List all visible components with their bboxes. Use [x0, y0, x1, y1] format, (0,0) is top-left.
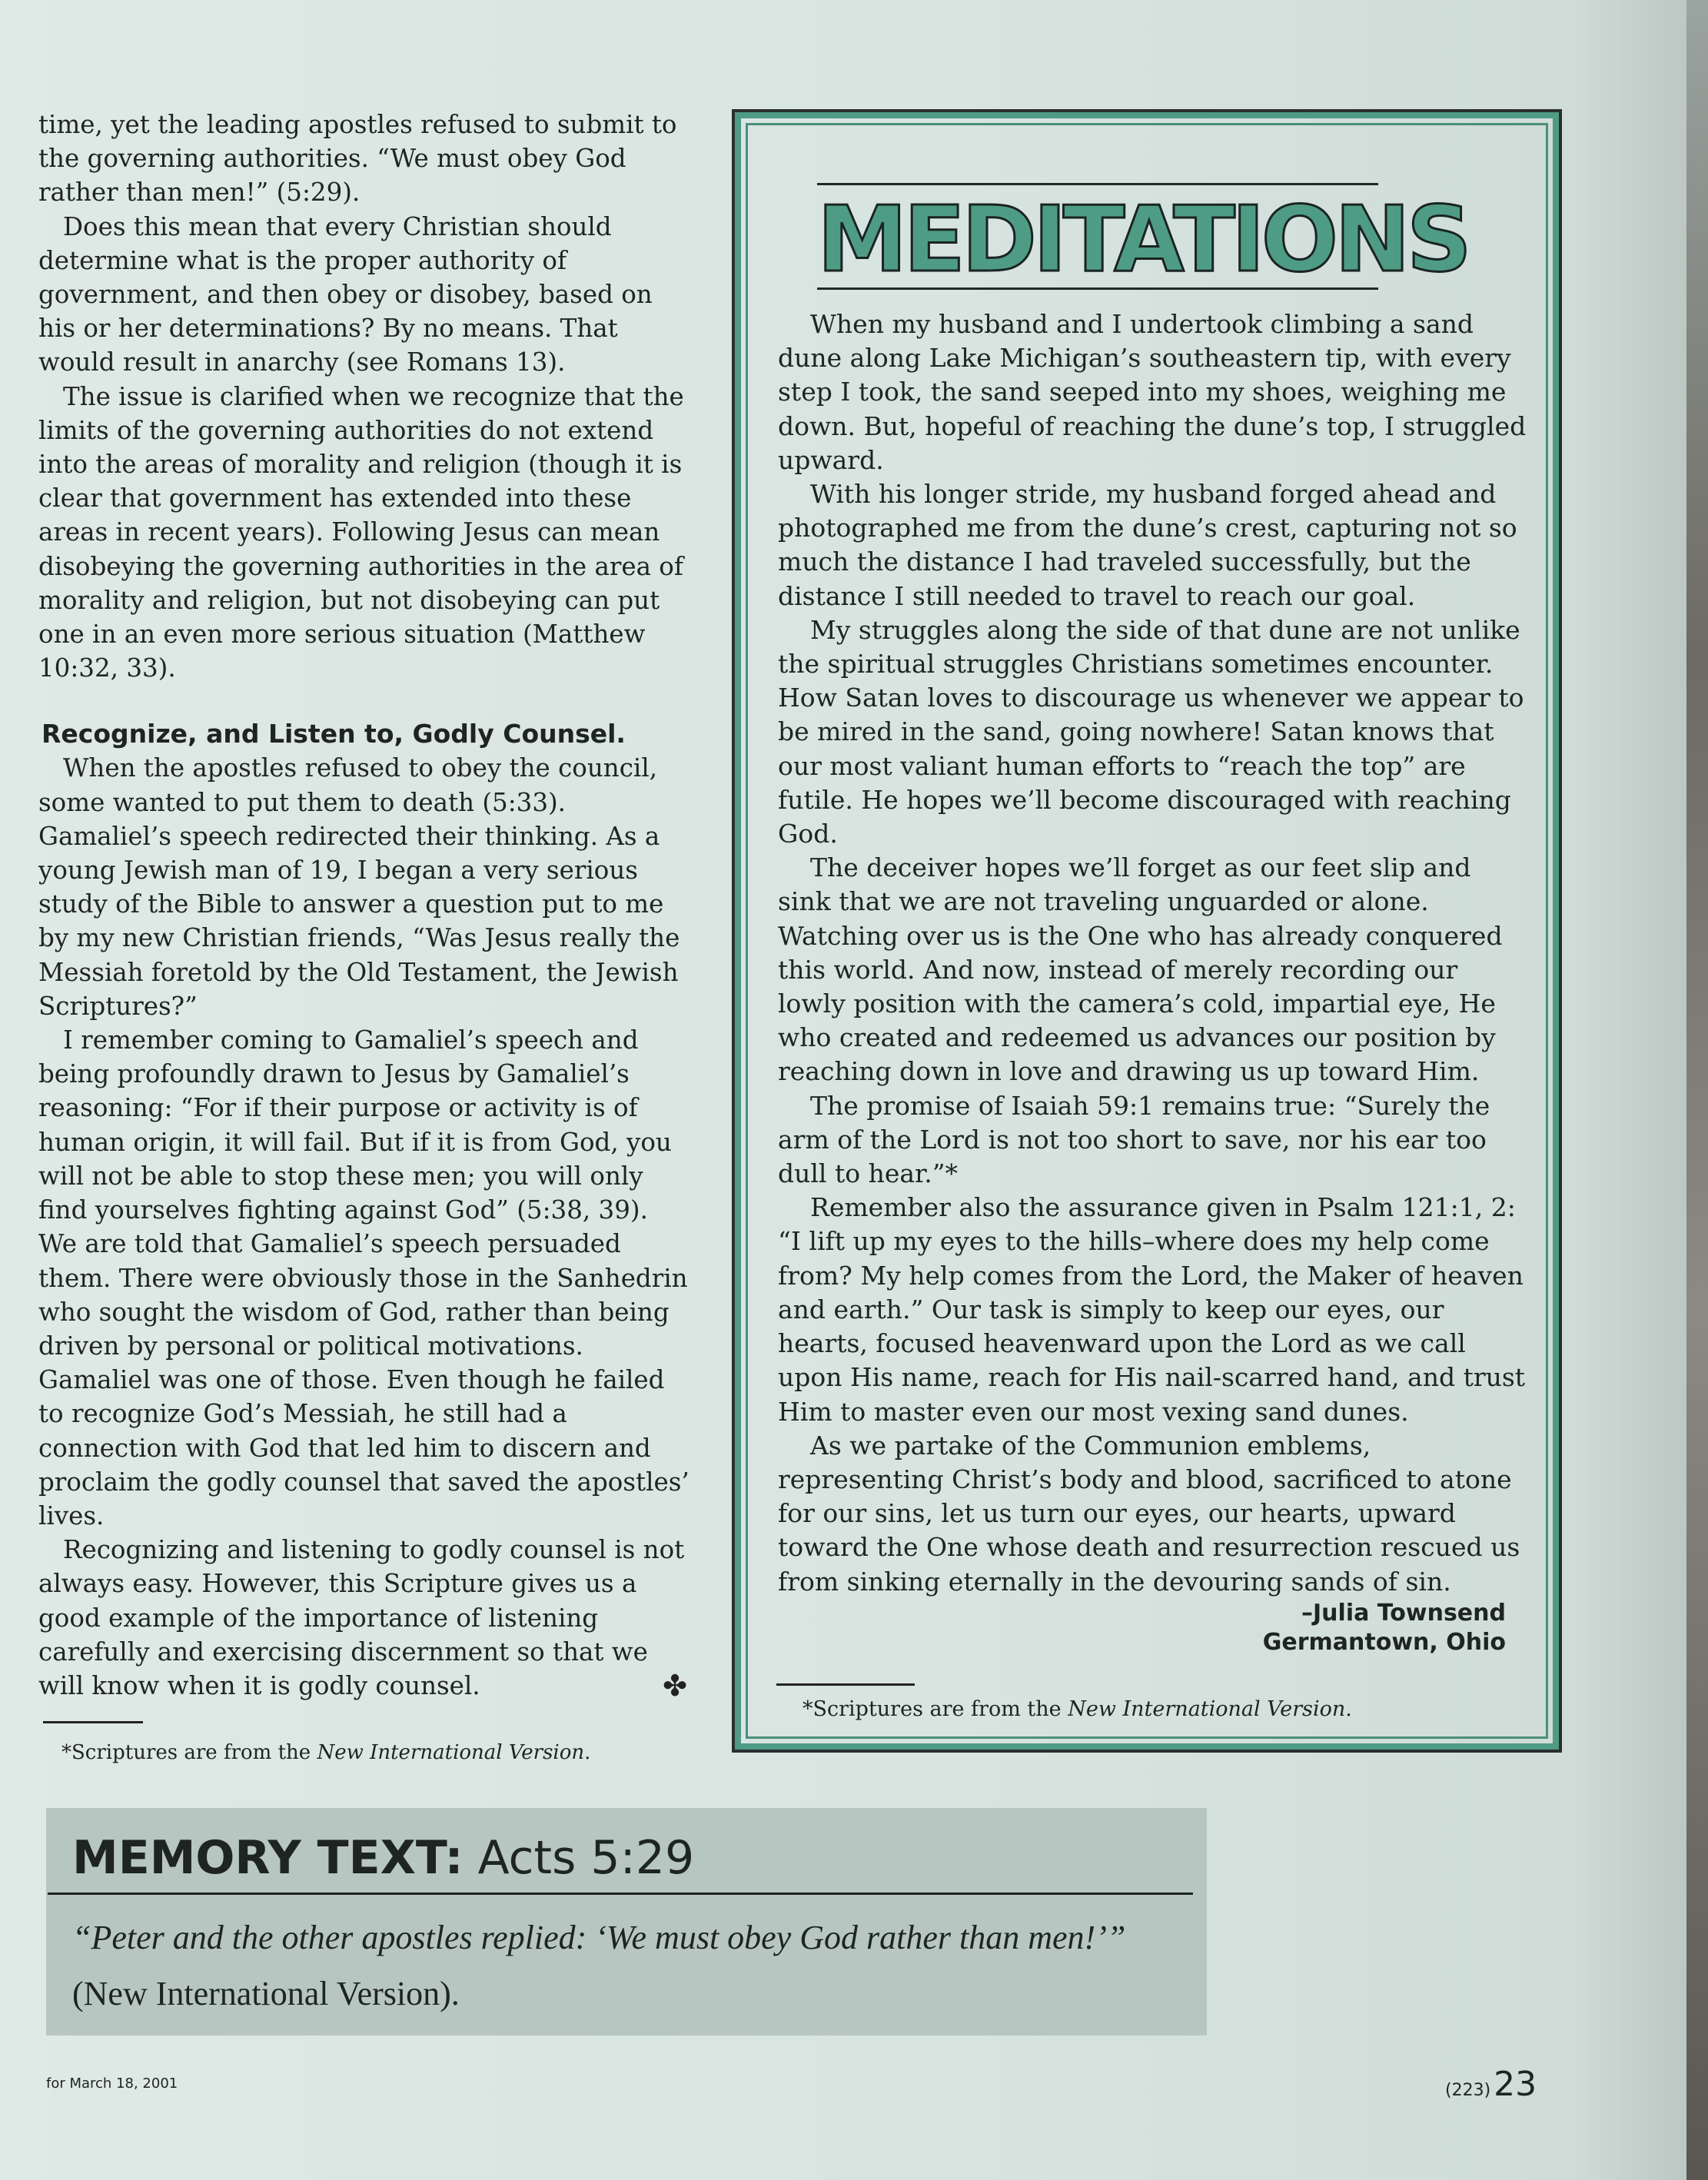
left-paragraph: I remember coming to Gamaliel’s speech and being profoundly drawn to Jesus by Gamaliel’s reasoning: “For if their purpose or activity is of human origin, it will fail. But if it is from God, you will not be able to stop these men; you will only find yourselves fighting against God” (5:38, 39). We are told that Gamaliel’s speech persuaded them. There were obviously those in the Sanhedrin who sought the wisdom of God, rather than being driven by personal or political motivations. Gamaliel was one of those. Even though he failed to recognize God’s Messiah, he still had a connection with God that led him to discern and proclaim the godly counsel that saved the apostles’ lives. [38, 1025, 690, 1530]
left-paragraph: The issue is clarified when we recognize that the limits of the governing authorities do not extend into the areas of morality and religion (though it is clear that government has extended into these areas in recent years). Following Jesus can mean disobeying the governing authorities in the area of morality and religion, but not disobeying can put one in an even more serious situation (Matthew 10:32, 33). [38, 381, 684, 683]
author-location: Germantown, Ohio [1262, 1628, 1506, 1656]
author-name: –Julia Townsend [1301, 1599, 1506, 1627]
memory-quote-block [72, 1909, 1133, 2022]
meditation-paragraph: Remember also the assurance given in Psalm 121:1, 2: “I lift up my eyes to the hills–where does my help come from? My help comes from the Lord, the Maker of heaven and earth.” Our task is simply to keep our eyes, our hearts, focused heavenward upon the Lord as we call upon His name, reach for His nail-scarred hand, and trust Him to master even our most vexing sand dunes. [778, 1192, 1526, 1427]
meditation-paragraph: When my husband and I undertook climbing a sand dune along Lake Michigan’s southeastern tip, with every step I took, the sand seeped into my shoes, weighing me down. But, hopeful of reaching the dune’s top, I struggled upward. [778, 309, 1527, 475]
left-column [38, 108, 692, 1770]
box-footnote-end: . [1345, 1697, 1352, 1721]
meditation-paragraph: As we partake of the Communion emblems, representing Christ’s body and blood, sacrificed to atone for our sins, let us turn our eyes, our hearts, upward toward the One whose death and resurrection rescued us from sinking eternally in the devouring sands of sin. [778, 1430, 1520, 1597]
box-footnote-version: New International Version [1068, 1697, 1346, 1721]
box-footnote [802, 1697, 1352, 1721]
meditation-paragraph: With his longer stride, my husband forged ahead and photographed me from the dune’s crest, capturing not so much the distance I had traveled successfully, but the distance I still needed to travel to reach our goal. [778, 479, 1517, 611]
footnote-text: *Scriptures are from the [61, 1741, 317, 1765]
memory-reference: Acts 5:29 [477, 1831, 695, 1885]
page-number [1445, 2065, 1537, 2104]
meditations-title: MEDITATIONS [817, 186, 1468, 292]
left-paragraph: time, yet the leading apostles refused to submit to the governing authorities. “We must obey God rather than men!” (5:29). [38, 110, 677, 208]
masthead-rule-bottom [817, 287, 1378, 290]
masthead-rule-top [817, 183, 1378, 185]
meditation-paragraph: The deceiver hopes we’ll forget as our feet slip and sink that we are not traveling unguarded or alone. Watching over us is the One who has already conquered this world. And now, instead of merely recording our lowly position with the camera’s cold, impartial eye, He who created and redeemed us advances our position by reaching down in love and drawing us up toward Him. [778, 852, 1503, 1087]
left-paragraph: When the apostles refused to obey the council, some wanted to put them to death (5:33). Gamaliel’s speech redirected their thinking. As a young Jewish man of 19, I began a very serious study of the Bible to answer a question put to me by my new Christian friends, “Was Jesus really the Messiah foretold by the Old Testament, the Jewish Scriptures?” [38, 753, 680, 1021]
memory-title [72, 1831, 694, 1885]
meditations-body [778, 307, 1527, 1657]
memory-version: (New International Version). [72, 1975, 460, 2012]
memory-label: MEMORY TEXT: [72, 1831, 464, 1885]
meditations-masthead [817, 178, 1468, 301]
footnote-rule [43, 1721, 143, 1723]
memory-quote: “Peter and the other apostles replied: ‘We must obey God rather than men!’” [72, 1919, 1126, 1956]
issue-date: for March 18, 2001 [46, 2075, 178, 2092]
footnote-version: New International Version [317, 1741, 585, 1765]
left-paragraph-text: Recognizing and listening to godly counsel is not always easy. However, this Scripture gives us a good example of the importance of listening carefully and exercising discernment so that we will know when it is godly counsel. [38, 1535, 685, 1700]
left-paragraph [38, 1533, 692, 1703]
footnote-end: . [584, 1741, 591, 1765]
memory-rule [48, 1893, 1193, 1895]
meditation-paragraph: The promise of Isaiah 59:1 remains true: “Surely the arm of the Lord is not too short to save, nor his ear too dull to hear.”* [778, 1090, 1490, 1189]
left-paragraph: Does this mean that every Christian should determine what is the proper authority of government, and then obey or disobey, based on his or her determinations? By no means. That would result in anarchy (see Romans 13). [38, 211, 653, 377]
page-number-large: 23 [1494, 2065, 1537, 2104]
end-mark-icon: ✤ [663, 1668, 687, 1703]
box-footnote-rule [776, 1683, 915, 1686]
box-footnote-text: *Scriptures are from the [802, 1697, 1068, 1721]
footnote [61, 1736, 692, 1770]
section-heading: Recognize, and Listen to, Godly Counsel. [42, 719, 626, 749]
adjacent-page-edge [1686, 0, 1708, 2180]
page-number-small: (223) [1445, 2081, 1491, 2100]
meditation-paragraph: My struggles along the side of that dune are not unlike the spiritual struggles Christians sometimes encounter. How Satan loves to discourage us whenever we appear to be mired in the sand, going nowhere! Satan knows that our most valiant human efforts to “reach the top” are futile. He hopes we’ll become discouraged with reaching God. [778, 614, 1524, 849]
